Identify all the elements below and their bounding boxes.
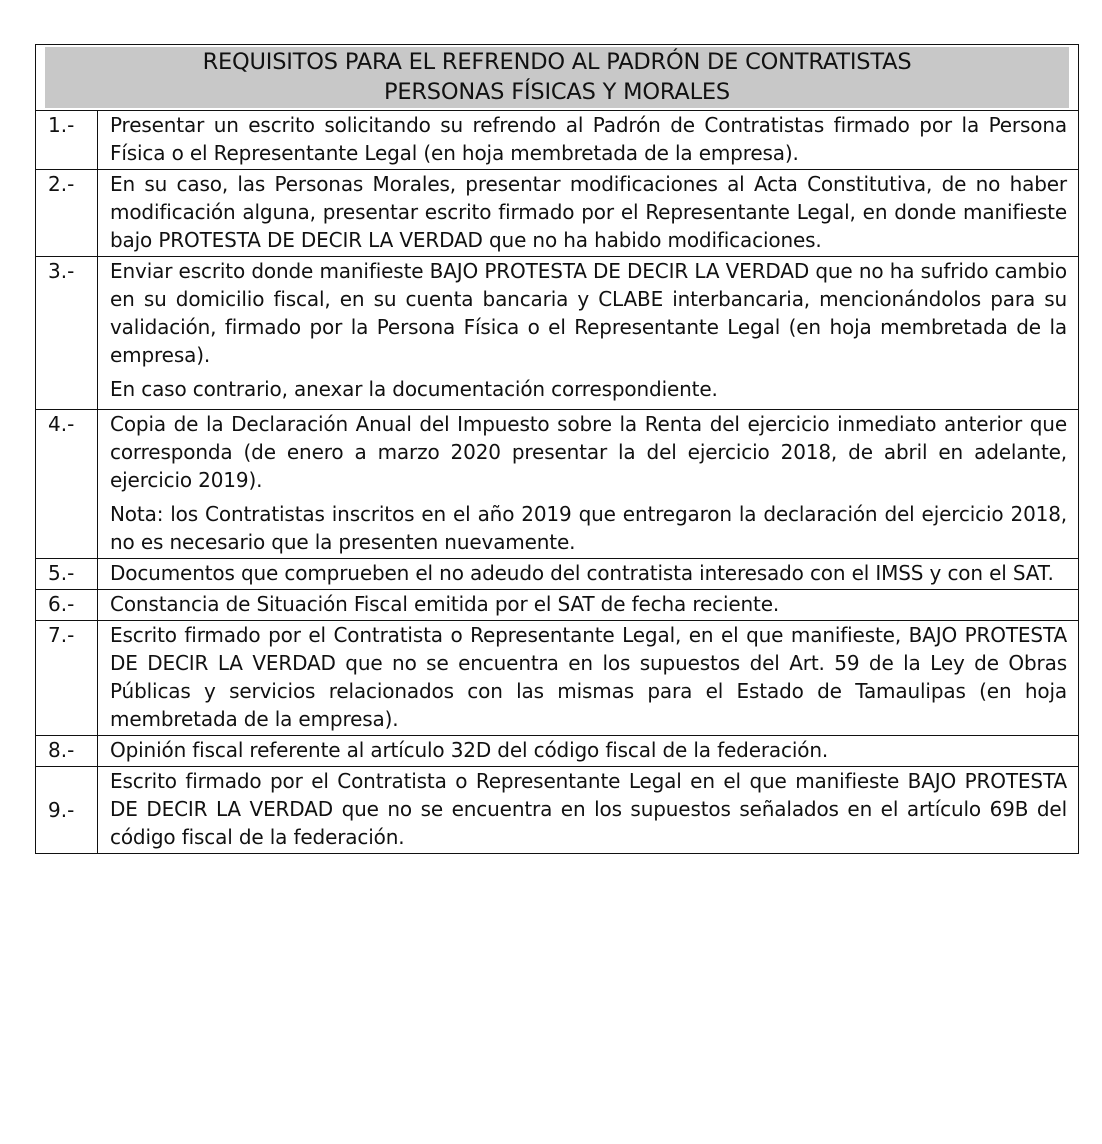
requirement-text [98,410,1079,559]
requirement-number: 1.- [36,111,98,170]
table-row [36,111,1079,170]
table-row [36,621,1079,736]
requirement-paragraph: En caso contrario, anexar la documentación correspondiente. [110,377,718,401]
requirement-paragraph: Constancia de Situación Fiscal emitida por el SAT de fecha reciente. [110,592,780,616]
requirement-number: 5.- [36,559,98,590]
title-line-1: REQUISITOS PARA EL REFRENDO AL PADRÓN DE CONTRATISTAS [202,49,912,75]
table-row [36,767,1079,854]
table-row [36,410,1079,559]
table-row [36,736,1079,767]
requirement-note: Nota: los Contratistas inscritos en el año 2019 que entregaron la declaración del ejercicio 2018, no es necesario que la presenten nuevamente. [110,502,1067,554]
requirement-text [98,559,1079,590]
requirement-number: 2.- [36,170,98,257]
requirement-text [98,111,1079,170]
requirement-paragraph: Escrito firmado por el Contratista o Representante Legal en el que manifieste BAJO PROTESTA DE DECIR LA VERDAD que no se encuentra en los supuestos señalados en el artículo 69B del código fiscal de la federación. [110,769,1067,849]
table-row [36,590,1079,621]
requirement-paragraph: Documentos que comprueben el no adeudo del contratista interesado con el IMSS y con el SAT. [110,561,1054,585]
title-cell [36,45,1079,111]
requirement-paragraph: Opinión fiscal referente al artículo 32D del código fiscal de la federación. [110,738,829,762]
requirement-paragraph: Escrito firmado por el Contratista o Representante Legal, en el que manifieste, BAJO PROTESTA DE DECIR LA VERDAD que no se encuentra en los supuestos del Art. 59 de la Ley de Obras Públicas y servicios relacionados con las mismas para el Estado de Tamaulipas (en hoja membretada de la empresa). [110,623,1067,731]
requirement-number: 9.- [36,767,98,854]
table-row [36,170,1079,257]
table-row [36,257,1079,410]
requirement-paragraph: Presentar un escrito solicitando su refrendo al Padrón de Contratistas firmado por la Persona Física o el Representante Legal (en hoja membretada de la empresa). [110,113,1067,165]
requirement-text [98,170,1079,257]
title-row [36,45,1079,111]
requirement-number: 4.- [36,410,98,559]
requirement-number: 3.- [36,257,98,410]
requirement-text [98,767,1079,854]
requirement-text [98,621,1079,736]
requirement-number: 6.- [36,590,98,621]
requirement-paragraph: En su caso, las Personas Morales, presentar modificaciones al Acta Constitutiva, de no haber modificación alguna, presentar escrito firmado por el Representante Legal, en donde manifieste bajo PROTESTA DE DECIR LA VERDAD que no ha habido modificaciones. [110,172,1067,252]
table-row [36,559,1079,590]
requirement-text [98,257,1079,410]
requirement-paragraph: Copia de la Declaración Anual del Impuesto sobre la Renta del ejercicio inmediato anterior que corresponda (de enero a marzo 2020 presentar la del ejercicio 2018, de abril en adelante, ejercicio 2019). [110,412,1067,492]
requirement-number: 8.- [36,736,98,767]
requirement-text [98,736,1079,767]
requirements-table [35,44,1079,854]
title-line-2: PERSONAS FÍSICAS Y MORALES [383,79,731,105]
document-title [45,47,1069,108]
requirement-text [98,590,1079,621]
requirement-paragraph: Enviar escrito donde manifieste BAJO PROTESTA DE DECIR LA VERDAD que no ha sufrido cambio en su domicilio fiscal, en su cuenta bancaria y CLABE interbancaria, mencionándolos para su validación, firmado por la Persona Física o el Representante Legal (en hoja membretada de la empresa). [110,259,1067,367]
requirement-number: 7.- [36,621,98,736]
